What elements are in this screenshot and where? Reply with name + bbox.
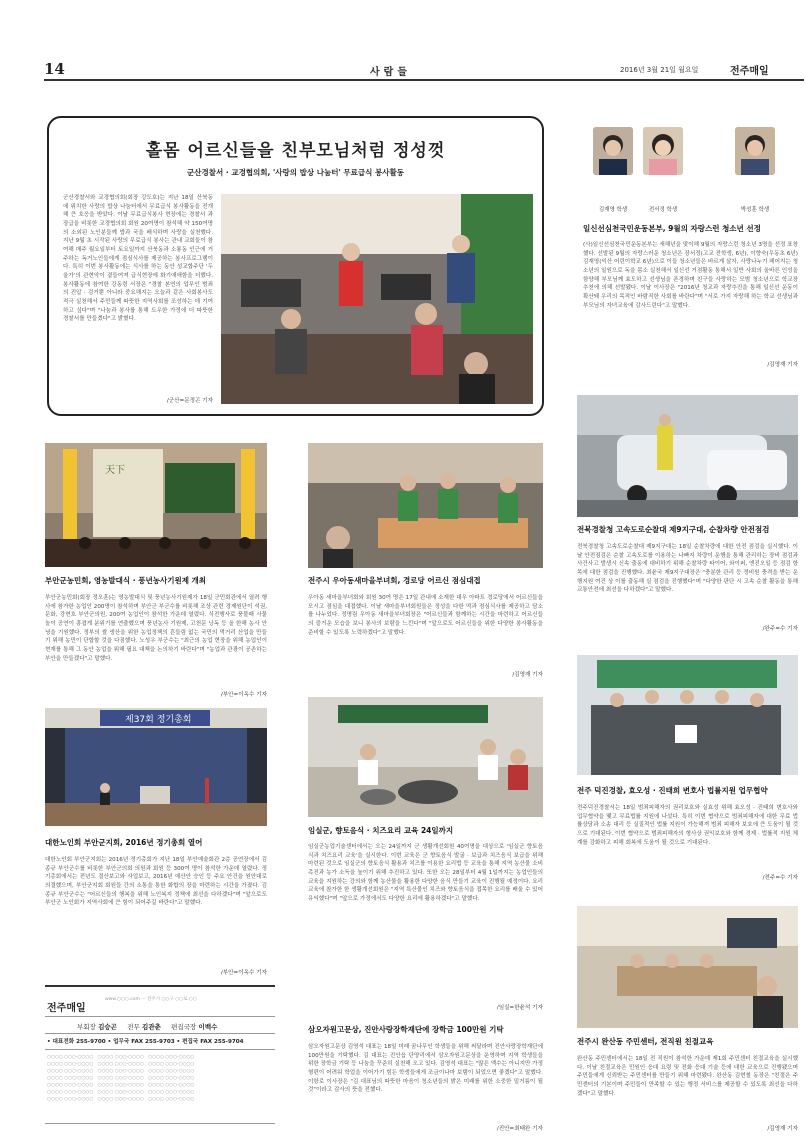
article-byline: /김영재 기자 — [512, 672, 543, 678]
section-title: 사람들 — [370, 67, 411, 78]
svg-text:天下: 天下 — [105, 465, 125, 476]
article-byline: /완주=수 기자 — [762, 626, 798, 632]
publisher-name: 김승곤 — [98, 1023, 117, 1031]
feature-subheadline: 군산경찰서 · 교경협의회, '사랑의 밥상 나눔터' 무료급식 봉사활동 — [187, 168, 404, 177]
publisher-label: 부회장 — [77, 1023, 96, 1031]
article-headline: 전북경찰청 고속도로순찰대 제9지구대, 순찰차량 안전점검 — [577, 525, 770, 534]
masthead-phones: • 대표전화 255-9700 • 업무국 FAX 255-9703 • 편집국 FAX 255-9704 — [47, 1039, 244, 1045]
student-name: 전서정 학생 — [648, 207, 678, 213]
article-headline: 전주시 완산동 주민센터, 전직원 친절교육 — [577, 1037, 714, 1046]
feature-byline: /군산=문정곤 기자 — [166, 398, 213, 404]
general-meeting-photo — [45, 708, 267, 826]
article-byline: /진안=최태완 기자 — [496, 1126, 543, 1132]
page-number: 14 — [44, 60, 65, 78]
editor-name: 이백수 — [198, 1023, 218, 1031]
article-body: 우아동 새마을부녀회와 회원 30여 명은 17일 관내에 소재한 대우 아파트 경로당에서 어르신들을 모시고 점심을 대접했다. 이날 새마을부녀회원들은 정성을 다한 떡과 점심식사를 제공하고 담소를 나누었다. 정명림 우아동 새마을부녀회장은 "어르신들과 함께하는 시간을 마련하고 어르신들의 즐거운 모습을 보니 봉사의 보람을 느낀다"며 "앞으로도 어르신들을 위한 다양한 봉사활동을 준비할 수 있도록 노력하겠다"고 말했다. — [308, 595, 543, 636]
svg-text:제37회 정기총회: 제37회 정기총회 — [125, 715, 192, 725]
editor-label: 편집국장 — [171, 1023, 197, 1031]
cooking-class-photo — [308, 697, 543, 817]
masthead-brand: 전주매일 — [47, 1003, 86, 1014]
article-headline: 삼오자원고문상, 진안사랑장학재단에 장학금 100만원 기탁 — [308, 1025, 504, 1034]
feature-article — [47, 116, 544, 416]
ceo-name: 김관춘 — [142, 1023, 161, 1031]
scholars-body: (사)일신선심천국민운동본부는 새해년을 맞이해 9월의 자랑스런 청소년 3명을 선정 표창했다. 선발된 9월의 자랑스러운 청소년은 장서정(고교 전학생, 6년), 이향숙(우동초 6년) 김재영(익산 어린이학교 6년)으로 이들 청소년들은 바르게 살자, 사랑나누기 헤어지는 청소년의 일원으로 독을 몸소 실천해서 일신선 거점활동 통해서 일반 사회의 올바른 인성을 함양해 부모님께 효도하고 선생님을 존경하며 친구들 사랑하는 모범 청소년으로 학교장 추천에 의해 선발됐다. 이날 이사장은 "2016년 청교과 자랑추진을 통해 일신선 운동이 확산돼 우리의 목적인 바람직한 사회를 바란다"며 "서로 가지 자랑해 하는 학교 선생님과 부모님의 자녀교육에 감사드린다"고 말했다. — [583, 242, 798, 309]
article-body: 삼오자원고문상 김영석 대표는 18일 미래 꿈나무인 학생들을 위해 써달라며 진안사랑장학재단에 100만원을 기탁했다. 김 대표는 진안읍 단양리에서 삼오자원고문상을 운영하며 지역 학생들을 위한 장학금 기탁 등 나눔을 꾸준히 실천해 오고 있다. 김영석 대표는 "많은 액수는 아니지만 가정형편이 어려워 학업을 이어가기 힘든 학생들에게 조금이나마 보탬이 되었으면 좋겠다"고 말했다. 이항로 이사장은 "김 대표님의 따뜻한 마음이 청소년들의 밝은 미래를 위한 소중한 밑거름이 될 것"이라고 감사의 뜻을 전했다. — [308, 1044, 543, 1094]
student-name: 박성훈 학생 — [740, 207, 770, 213]
article-byline: /부안=이옥수 기자 — [220, 970, 267, 976]
article-body: 전북경찰청 고속도로순찰대 제9지구대는 18일 순찰차량에 대한 안전 점검을 실시했다. 이날 안전점검은 순찰 고속도로를 이용하는 나빠지 차량이 운행을 통해 관리하는 장비 점검과 사건사고 발생시 신속 출동에 대비하기 위해 순찰차량 타이어, 와이퍼, 엔진오일 등 점검 항목에 대한 점검을 진행했다. 최윤국 제9지구대장은 "충분한 관리 등 정비원 충격을 받는 운행지원 여건 상 이를 출동해 실 점검을 진행했다"며 "다양한 판단 시 고속 순찰 활동을 통해 교통안전에 최선을 다하겠다"고 말했다. — [577, 544, 798, 594]
masthead — [45, 985, 275, 1133]
mou-photo — [577, 655, 798, 775]
ceo-label: 전무 — [127, 1023, 140, 1031]
article-byline: /김영재 기자 — [767, 1126, 798, 1132]
article-byline: /전주=수 기자 — [762, 875, 798, 881]
feature-headline: 홀몸 어르신들을 친부모님처럼 정성껏 — [145, 141, 446, 161]
classroom-photo — [577, 906, 798, 1028]
patrol-car-photo — [577, 395, 798, 517]
brand-logo: 전주매일 — [730, 66, 769, 77]
student-photo — [643, 127, 683, 175]
banner-event-photo-icon — [221, 194, 533, 404]
article-body: 임실군농업기술센터에서는 오는 24일까지 군 생활개선회원 40여명을 대상으로 '임실군 향토음식과 치즈요리 교육'을 실시한다. 이번 교육은 군 향토음식 발굴 · 보급과 치즈음식 보급을 위해 마련된 것으로 임실군의 향토음식 활용과 치즈를 이용한 요리법 등 교육을 통해 지역 농산물 소비 촉진과 농가 소득을 높이기 위해 추진하고 있다. 또한 오는 28일부터 4월 1일까지는 농업인들의 교육을 지원하는 강의와 함께 농산물을 활용한 다양한 음식 만들기 교육이 진행될 예정이다. 요리 교육에 참가한 한 생활개선회원은 "지역 특산물인 치즈와 향토음식을 접목한 요리를 배울 수 있어 유익했다"며 "앞으로 가정에서도 다양한 요리에 활용하겠다"고 말했다. — [308, 844, 543, 902]
article-headline: 전주 덕진경찰, 효오성 · 진태희 변호사 법률지원 업무협약 — [577, 786, 768, 795]
article-headline: 임실군, 향토음식 · 치즈요리 교육 24일까지 — [308, 826, 454, 835]
scholars-byline: /김영재 기자 — [767, 362, 798, 368]
feature-photo — [221, 194, 533, 404]
article-byline: /부안=이옥수 기자 — [220, 692, 267, 698]
article-headline: 전주시 우아동새마을부녀회, 경로당 어르신 점심대접 — [308, 576, 481, 585]
student-photo — [593, 127, 633, 175]
student-photo — [735, 127, 775, 175]
masthead-directory: ○○○○ ○○○-○○○○ ○○○○ ○○○-○○○○ ○○○○ ○○○-○○○○ ○○○○ ○○○-○○○○ ○○○○ ○○○-○○○○ ○○○○ ○○○-○○○○ ○○○○ ○○○-○○○○ ○○○○ ○○○-○○○○ ○○○○ ○○○-○○○○ ○○○○ ○○○-○○○○ ○○○○ ○○○-○○○○ ○○○○ ○○○-○○○○ ○○○○ ○○○-○○○○ ○○○○ ○○○-○○○○ ○○○○ ○○○-○○○○ ○○○○ ○○○-○○○○ ○○○○ ○○○-○○○○ ○○○○ ○○○-○○○○ ○○○○ ○○○-○○○○ ○○○○ ○○○-○○○○ ○○○○ ○○○-○○○○ — [47, 1055, 195, 1102]
article-body: 완산동 주민센터에서는 18일 전 직원이 참석한 가운데 제1회 주민센터 친절교육을 실시했다. 이날 친절교육은 민원인 응대 요령 및 전화 응대 기술 등에 대한 교육으로 진행됐으며 주민들에게 신뢰받는 주민센터를 만들기 위해 마련됐다. 완산동 김현철 동장은 "친절은 주민센터의 기본이며 주민들이 만족할 수 있는 행정 서비스를 제공할 수 있도록 최선을 다하겠다"고 말했다. — [577, 1056, 798, 1097]
header-rule — [44, 79, 804, 81]
article-byline: /임실=한윤석 기자 — [496, 1005, 543, 1011]
article-body: 전주덕진경찰서는 18일 범죄피해자의 권리보호와 실효성 위해 효오성 · 진태희 변호사와 업무협약을 맺고 무료법률 지원에 나섰다. 특히 이번 협약으로 범죄피해자에 대한 무료 법률상담과 소송 대리 등 실질적인 법률 지원이 가능해져 범죄 피해자 보호에 큰 도움이 될 것으로 기대된다. 이번 협약으로 범죄피해자의 형사상 권익보호와 함께 경제 · 법률적 지원 체계를 강화하고 피해 회복에 도움이 될 것으로 기대된다. — [577, 805, 798, 846]
article-headline: 부안군농민회, 영농발대식 · 풍년농사기원제 개최 — [45, 576, 207, 585]
scholars-headline: 일신선심천국민운동본부, 9월의 자랑스런 청소년 선정 — [583, 224, 761, 233]
article-body: 부안군농민회(회장 정오훈)는 영농발대식 및 풍년농사기원제가 18일 군민회관에서 열려 행사에 참가한 농업인 200명이 참석하며 부안군 부군수를 비롯해 조상 관련 경제원단이 석권, 문화, 강현호 부안군의원, 200여 농업인이 참석한 가운데 열렸다. 식전행사로 풍물패 사물놀이 공연이 흥겹게 분위기를 연출했으며 풍년농사 기원제, 고천문 낭독 등 올 한해 농사 안녕을 기원했다. 정부의 쌀 생산을 위한 농업정책의 흔들림 없는 국민의 먹거리 산업을 만들기 위해 농민이 단합할 것을 다짐했다. 노성우 부군수는 "최근의 농업 현장을 위해 농업인이 현재를 통해 그 동안 농업을 위해 필요 대책을 논의하기 바란다"며 "농업과 관광이 공존하는 부안을 만들겠다"고 말했다. — [45, 595, 267, 662]
masthead-address: www.○○○.com ··· 전주시 ○○구 ○○로 ○○ — [105, 997, 197, 1002]
feature-body: 군산경찰서와 교경협의회(회장 강도호)는 지난 18일 산북동에 위치한 사랑의 밥상 나눔터에서 무료급식 봉사활동을 전개해 큰 호응을 받았다. 이날 무료급식봉사 현장에는 경찰서 과장급을 비롯한 교경협의회 회원 20여명이 참석해 약 150여명의 소외된 노인분들께 밥과 국을 배식하며 사랑을 실천했다. 지난 9월 초 시작된 사랑의 무료급식 봉사는 관내 교회들이 참여해 매주 월요일부터 토요일까지 산북동과 소룡동 인근에 거주하는 독거노인들에게 점심식사를 제공하는 봉사프로그램이다. 특히 이번 봉사활동에는 식사를 하는 동안 성교합주단 '두울가'의 관현악이 곁들여져 급식현장에 화기애애함을 더했다. 봉사활동에 참여한 강동령 서장은 "경찰 본연의 업무인 범죄의 진압 · 검거뿐 아니라 중요해지는 오늘과 같은 사회봉사도 적극 실천해서 주민들께 따뜻한 지역사회를 조성하는 데 기여하고 싶다"며 "나눔과 봉사를 통해 도우한 가정에 더 따뜻한 경찰서를 만들겠다"고 밝혔다. — [63, 195, 213, 323]
lunch-service-photo — [308, 443, 543, 568]
farmers-event-photo — [45, 443, 267, 567]
article-headline: 대한노인회 부안군지회, 2016년 정기총회 열어 — [45, 838, 203, 847]
student-name: 김재영 학생 — [598, 207, 628, 213]
article-body: 대한노인회 부안군지회는 2016년 정기총회가 지난 18일 부안예술회관 2층 공연장에서 김종규 부안군수를 비롯한 부안군의회 의원과 회원 등 300여 명이 참석한 가운데 열렸다. 정기총회에서는 전년도 결산보고와 사업보고, 2016년 예산안 승인 등 주요 안건을 원안대로 의결했으며, 부안군지회 회원들 간의 소통을 통한 화합의 장을 마련하는 시간을 가졌다. 김종규 부안군수는 "어르신들의 행복을 위해 노인복지 정책에 최선을 다하겠다"며 "앞으로도 부안군 노인회가 지역사회에 큰 힘이 되어주길 바란다"고 말했다. — [45, 857, 267, 907]
issue-date: 2016년 3월 21일 월요일 — [620, 66, 699, 74]
